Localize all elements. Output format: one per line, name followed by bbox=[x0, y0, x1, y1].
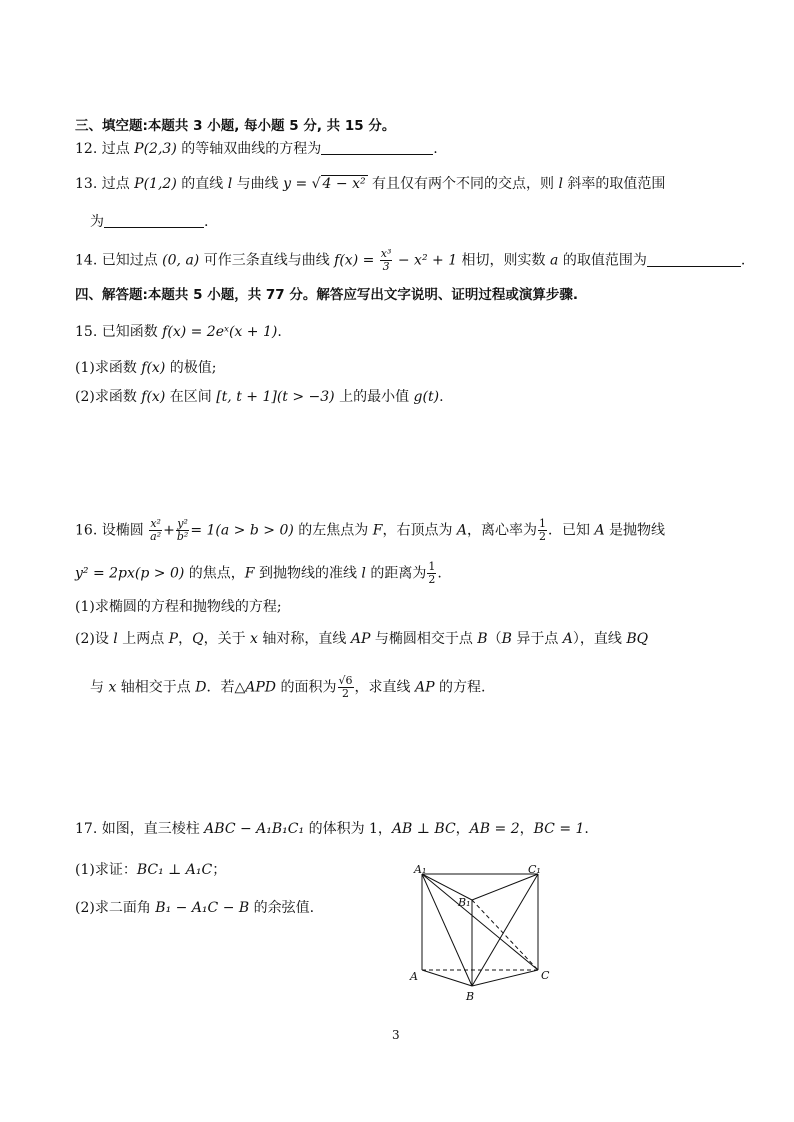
section-3-heading: 三、填空题:本题共 3 小题, 每小题 5 分, 共 15 分。 bbox=[75, 118, 396, 134]
q16-p2-text: 的方程. bbox=[434, 679, 486, 696]
q16-p2-var: x bbox=[250, 631, 258, 647]
q16-area-frac bbox=[338, 675, 354, 700]
q16-p2-text: 与椭圆相交于点 bbox=[370, 631, 478, 647]
q13-text: 斜率的取值范围 bbox=[562, 176, 666, 192]
q14-var-a: a bbox=[550, 252, 559, 269]
q13-end: . bbox=[204, 214, 209, 230]
q17-prism: ABC − A₁B₁C₁ bbox=[204, 821, 305, 837]
q17-text: 17. 如图，直三棱柱 bbox=[75, 821, 205, 837]
q17-p2-text: 的余弦值. bbox=[249, 900, 315, 916]
q16-var: F bbox=[244, 565, 255, 582]
q16-text: 的左焦点为 bbox=[293, 522, 373, 539]
question-14 bbox=[75, 248, 745, 273]
q16-p2-var: l bbox=[113, 631, 118, 647]
q16-text: ，离心率为 bbox=[467, 522, 538, 539]
q17-text: . bbox=[584, 821, 589, 837]
prism-figure bbox=[400, 862, 560, 1004]
question-16-part-1: (1)求椭圆的方程和抛物线的方程; bbox=[75, 599, 282, 615]
q12-end: . bbox=[433, 141, 438, 157]
q17-p1-expr: BC₁ ⊥ A₁C bbox=[136, 862, 213, 878]
q14-func-rest: − x² + 1 bbox=[393, 252, 458, 269]
question-17-part-1 bbox=[75, 860, 226, 880]
q16-frac-num: y² bbox=[177, 517, 188, 530]
edge-b-c bbox=[472, 970, 538, 986]
diag-b1-c-hidden bbox=[472, 900, 538, 970]
q14-frac-num: x³ bbox=[380, 247, 392, 260]
question-17-part-2 bbox=[75, 898, 314, 918]
q12-answer-blank[interactable] bbox=[321, 140, 433, 155]
q17-text: ， bbox=[519, 821, 534, 837]
q14-text: 14. 已知过点 bbox=[75, 252, 163, 269]
q15-p1-text: 的极值; bbox=[165, 360, 217, 376]
q13-cont-text: 为 bbox=[90, 214, 104, 230]
question-16-line-1 bbox=[75, 518, 665, 543]
q13-text: 有且仅有两个不同的交点，则 bbox=[367, 176, 559, 192]
q15-p2-text: 在区间 bbox=[165, 389, 217, 405]
q16-frac-num: √6 bbox=[338, 674, 353, 687]
q17-text: ， bbox=[455, 821, 470, 837]
q16-p2-text: 上两点 bbox=[117, 631, 169, 647]
q16-p2-text: ，求直线 bbox=[354, 679, 415, 696]
q16-p2-text: (2)设 bbox=[75, 631, 114, 647]
q16-p2-text: ，关于 bbox=[203, 631, 251, 647]
q13-line-var: l bbox=[227, 176, 233, 192]
q16-p2-var: B bbox=[501, 631, 512, 647]
q15-p2-text: 上的最小值 bbox=[334, 389, 414, 405]
q16-text: 到抛物线的准线 bbox=[254, 565, 362, 582]
q16-frac-den: 2 bbox=[428, 573, 436, 586]
q16-p2-text: 与 bbox=[90, 679, 109, 696]
q16-frac-x bbox=[149, 518, 162, 543]
q14-text: 相切，则实数 bbox=[457, 252, 551, 269]
q16-p2-text: ），直线 bbox=[572, 631, 627, 647]
q12-point: P(2,3) bbox=[134, 141, 177, 157]
q14-text: 的取值范围为 bbox=[558, 252, 647, 269]
q14-answer-blank[interactable] bbox=[647, 252, 741, 267]
q16-frac-y bbox=[176, 518, 189, 543]
q16-p2-var: Q bbox=[192, 631, 204, 647]
q16-frac-den: b² bbox=[176, 530, 189, 543]
question-16-part-2-cont bbox=[90, 675, 485, 700]
q15-p2-min: g(t) bbox=[413, 389, 440, 405]
q17-p2-expr: B₁ − A₁C − B bbox=[155, 900, 250, 916]
q16-p2-var: APD bbox=[245, 679, 277, 696]
q16-var: A bbox=[456, 522, 468, 539]
q16-var: F bbox=[372, 522, 383, 539]
page-number: 3 bbox=[392, 1028, 400, 1042]
q15-p2-func: f(x) bbox=[141, 389, 166, 405]
q16-var: l bbox=[361, 565, 366, 582]
q14-end: . bbox=[740, 252, 746, 269]
q16-frac-den: 2 bbox=[539, 530, 547, 543]
q14-fraction bbox=[380, 248, 393, 273]
q14-func-lhs: f(x) = bbox=[334, 252, 379, 269]
q14-point: (0, a) bbox=[162, 252, 200, 269]
question-16-line-2 bbox=[75, 561, 442, 586]
q16-p2-text: 异于点 bbox=[511, 631, 563, 647]
q17-p1-text: ； bbox=[212, 862, 227, 878]
q16-eccentricity bbox=[538, 518, 547, 543]
diag-a1-c bbox=[422, 874, 538, 970]
q15-p2-interval: [t, t + 1](t > −3) bbox=[216, 389, 335, 405]
q15-p2-text: (2)求函数 bbox=[75, 389, 142, 405]
q13-answer-blank[interactable] bbox=[104, 213, 204, 228]
q16-text: ，右顶点为 bbox=[382, 522, 457, 539]
q17-p2-text: (2)求二面角 bbox=[75, 900, 156, 916]
q13-point: P(1,2) bbox=[134, 176, 177, 192]
question-17 bbox=[75, 819, 589, 839]
q16-p2-var: A bbox=[562, 631, 573, 647]
label-a1: A₁ bbox=[414, 863, 427, 876]
q16-plus: + bbox=[163, 522, 175, 539]
question-16-part-2 bbox=[75, 629, 648, 649]
label-b: B bbox=[466, 990, 475, 1003]
q16-parabola-eq: y² = 2px(p > 0) bbox=[75, 565, 185, 582]
q16-p2-var: AP bbox=[414, 679, 435, 696]
q16-p2-text: ， bbox=[178, 631, 193, 647]
q12-text: 12. 过点 bbox=[75, 141, 135, 157]
q16-distance-frac bbox=[427, 561, 436, 586]
q13-curve-radicand: 4 − x² bbox=[322, 176, 366, 192]
q16-p2-var: BQ bbox=[626, 631, 649, 647]
section-4-heading: 四、解答题:本题共 5 小题，共 77 分。解答应写出文字说明、证明过程或演算步骤. bbox=[75, 287, 579, 303]
diag-b-c1 bbox=[472, 874, 538, 986]
q15-p2-end: . bbox=[439, 389, 444, 405]
q14-frac-den: 3 bbox=[382, 260, 390, 273]
q16-p2-text: 轴相交于点 bbox=[116, 679, 196, 696]
q16-ellipse-eq: = 1(a > b > 0) bbox=[190, 522, 294, 539]
question-15-part-1 bbox=[75, 358, 216, 378]
q17-p1-text: (1)求证： bbox=[75, 862, 137, 878]
q16-text: 是抛物线 bbox=[604, 522, 666, 539]
q17-perp: AB ⊥ BC bbox=[391, 821, 456, 837]
q13-text: 的直线 bbox=[176, 176, 228, 192]
question-15 bbox=[75, 322, 282, 342]
q12-text: 的等轴双曲线的方程为 bbox=[176, 141, 322, 157]
q13-text: 与曲线 bbox=[232, 176, 284, 192]
q16-frac-num: 1 bbox=[428, 560, 436, 573]
q15-end: . bbox=[277, 324, 282, 340]
q15-function: f(x) = 2eˣ(x + 1) bbox=[162, 324, 278, 340]
q16-p2-text: （ bbox=[487, 631, 502, 647]
q16-p2-text: 的面积为 bbox=[276, 679, 337, 696]
q16-text: ．已知 bbox=[548, 522, 595, 539]
q16-p2-var: P bbox=[168, 631, 179, 647]
q17-text: 的体积为 1， bbox=[304, 821, 392, 837]
q16-p2-var: x bbox=[108, 679, 117, 696]
question-13-cont bbox=[90, 212, 208, 232]
q16-frac-den: a² bbox=[150, 530, 162, 543]
q16-p2-var: B bbox=[477, 631, 488, 647]
q16-p2-text: ．若△ bbox=[206, 679, 246, 696]
q16-p2-var: D bbox=[195, 679, 207, 696]
q16-frac-den: 2 bbox=[342, 687, 349, 700]
q16-frac-num: x² bbox=[150, 517, 161, 530]
label-a: A bbox=[410, 970, 418, 983]
q14-text: 可作三条直线与曲线 bbox=[199, 252, 335, 269]
q16-p2-text: 轴对称，直线 bbox=[257, 631, 351, 647]
label-c: C bbox=[541, 969, 550, 982]
q16-var: A bbox=[594, 522, 605, 539]
q15-p1-text: (1)求函数 bbox=[75, 360, 142, 376]
q16-text: . bbox=[437, 565, 442, 582]
question-12 bbox=[75, 139, 438, 159]
q16-text: 的焦点， bbox=[184, 565, 245, 582]
edge-a-b bbox=[422, 970, 472, 986]
diag-a1-b bbox=[422, 874, 472, 986]
question-13: 13. 过点 P(1,2) 的直线 l 与曲线 y = √ 4 − x² 有且仅有两个不同的交点，则 l 斜率的取值范围 bbox=[75, 176, 666, 192]
q16-text: 16. 设椭圆 bbox=[75, 522, 149, 539]
q17-ab: AB = 2 bbox=[469, 821, 520, 837]
q13-curve-lhs: y = bbox=[283, 176, 312, 192]
q17-bc: BC = 1 bbox=[533, 821, 585, 837]
q15-text: 15. 已知函数 bbox=[75, 324, 163, 340]
question-15-part-2 bbox=[75, 387, 444, 407]
q16-p2-var: AP bbox=[350, 631, 371, 647]
label-c1: C₁ bbox=[528, 863, 541, 876]
q13-text: 13. 过点 bbox=[75, 176, 135, 192]
q16-frac-num: 1 bbox=[539, 517, 547, 530]
q13-line-var: l bbox=[558, 176, 563, 192]
q16-text: 的距离为 bbox=[365, 565, 427, 582]
q15-p1-func: f(x) bbox=[141, 360, 166, 376]
label-b1: B₁ bbox=[458, 896, 471, 909]
edge-b1-c1 bbox=[472, 874, 538, 900]
